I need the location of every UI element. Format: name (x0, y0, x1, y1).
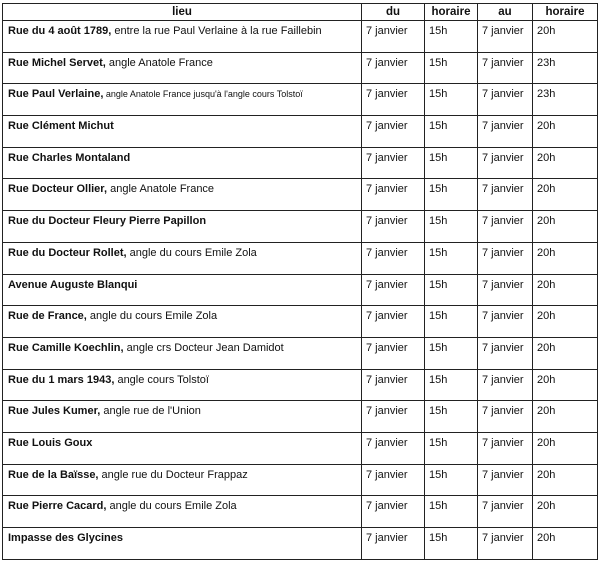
table-row (3, 306, 598, 338)
cell-horaire-start-value: 15h (429, 436, 448, 449)
cell-au (478, 337, 533, 369)
cell-du (362, 274, 425, 306)
street-detail: angle rue de l'Union (100, 405, 201, 418)
header-lieu: lieu (3, 4, 362, 21)
cell-lieu (3, 528, 362, 560)
cell-horaire-start (425, 179, 478, 211)
cell-horaire-start-value: 15h (429, 341, 448, 354)
table-row (3, 369, 598, 401)
cell-au (478, 147, 533, 179)
cell-au (478, 496, 533, 528)
cell-horaire-end (533, 84, 598, 116)
cell-horaire-start-value: 15h (429, 373, 448, 386)
cell-du (362, 211, 425, 243)
cell-horaire-start-value: 15h (429, 151, 448, 164)
street-name: Rue de la Baïsse, (8, 468, 99, 481)
cell-horaire-end (533, 401, 598, 433)
table-row (3, 464, 598, 496)
cell-du-value: 7 janvier (366, 373, 408, 386)
cell-horaire-end (533, 211, 598, 243)
cell-horaire-end-value: 20h (537, 183, 556, 196)
cell-lieu (3, 401, 362, 433)
cell-horaire-start (425, 116, 478, 148)
cell-du (362, 147, 425, 179)
cell-au-value: 7 janvier (482, 25, 524, 37)
cell-horaire-end-value: 20h (537, 25, 556, 37)
cell-au (478, 179, 533, 211)
cell-horaire-start-value: 15h (429, 468, 448, 481)
street-name: Rue Paul Verlaine, (8, 88, 104, 101)
cell-au-value: 7 janvier (482, 88, 524, 101)
street-name: Rue du 1 mars 1943, (8, 373, 115, 386)
cell-horaire-end (533, 179, 598, 211)
cell-horaire-end (533, 306, 598, 338)
cell-au-value: 7 janvier (482, 532, 524, 544)
cell-du-value: 7 janvier (366, 278, 408, 291)
cell-au (478, 21, 533, 53)
cell-du-value: 7 janvier (366, 246, 408, 259)
cell-lieu (3, 306, 362, 338)
cell-du-value: 7 janvier (366, 183, 408, 196)
cell-du-value: 7 janvier (366, 120, 408, 133)
street-detail: angle du cours Emile Zola (106, 500, 237, 513)
street-name: Rue Michel Servet, (8, 56, 106, 69)
cell-horaire-end (533, 274, 598, 306)
cell-horaire-end-value: 20h (537, 500, 556, 513)
cell-horaire-end (533, 147, 598, 179)
cell-lieu (3, 242, 362, 274)
cell-du-value: 7 janvier (366, 25, 408, 37)
street-name: Rue du Docteur Rollet, (8, 246, 127, 259)
street-detail: angle du cours Emile Zola (126, 246, 257, 259)
table-row (3, 401, 598, 433)
table-row (3, 21, 598, 53)
table-row (3, 84, 598, 116)
cell-au-value: 7 janvier (482, 405, 524, 418)
table-row (3, 337, 598, 369)
header-au: au (478, 4, 533, 21)
cell-lieu (3, 464, 362, 496)
cell-horaire-end (533, 21, 598, 53)
cell-horaire-end (533, 242, 598, 274)
street-name: Rue Clément Michut (8, 120, 114, 133)
table-row (3, 274, 598, 306)
cell-horaire-start-value: 15h (429, 532, 448, 544)
cell-au (478, 211, 533, 243)
cell-du (362, 84, 425, 116)
cell-du-value: 7 janvier (366, 341, 408, 354)
street-detail: angle crs Docteur Jean Damidot (123, 341, 284, 354)
street-detail: angle Anatole France (105, 56, 213, 69)
cell-horaire-end-value: 20h (537, 246, 556, 259)
cell-horaire-end-value: 20h (537, 120, 556, 133)
cell-lieu (3, 84, 362, 116)
street-name: Rue Charles Montaland (8, 151, 131, 164)
cell-horaire-start (425, 337, 478, 369)
cell-horaire-end-value: 20h (537, 151, 556, 164)
cell-du (362, 337, 425, 369)
cell-lieu (3, 21, 362, 53)
cell-horaire-start (425, 21, 478, 53)
cell-lieu (3, 496, 362, 528)
street-name: Rue du Docteur Fleury Pierre Papillon (8, 215, 207, 228)
cell-horaire-start-value: 15h (429, 278, 448, 291)
cell-horaire-end-value: 20h (537, 532, 556, 544)
cell-au-value: 7 janvier (482, 310, 524, 323)
cell-lieu (3, 179, 362, 211)
cell-du (362, 464, 425, 496)
street-name: Rue Jules Kumer, (8, 405, 101, 418)
street-name: Impasse des Glycines (8, 532, 123, 544)
cell-du-value: 7 janvier (366, 468, 408, 481)
cell-du (362, 306, 425, 338)
street-detail: angle du cours Emile Zola (86, 310, 218, 323)
cell-du (362, 116, 425, 148)
cell-au-value: 7 janvier (482, 500, 524, 513)
cell-horaire-end (533, 464, 598, 496)
cell-du-value: 7 janvier (366, 500, 408, 513)
header-du: du (362, 4, 425, 21)
cell-au-value: 7 janvier (482, 341, 524, 354)
cell-au-value: 7 janvier (482, 373, 524, 386)
cell-au-value: 7 janvier (482, 436, 524, 449)
table-row (3, 242, 598, 274)
table-body (3, 21, 598, 560)
cell-au (478, 432, 533, 464)
cell-au (478, 116, 533, 148)
cell-au (478, 84, 533, 116)
cell-lieu (3, 432, 362, 464)
cell-horaire-start-value: 15h (429, 56, 448, 69)
cell-du (362, 528, 425, 560)
cell-horaire-start-value: 15h (429, 246, 448, 259)
header-horaire-end: horaire (533, 4, 598, 21)
cell-horaire-end-value: 20h (537, 310, 556, 323)
cell-lieu (3, 369, 362, 401)
cell-horaire-end (533, 52, 598, 84)
cell-horaire-end (533, 432, 598, 464)
cell-au (478, 52, 533, 84)
cell-horaire-end (533, 528, 598, 560)
table-row (3, 528, 598, 560)
cell-horaire-start-value: 15h (429, 215, 448, 228)
cell-horaire-start (425, 84, 478, 116)
cell-horaire-end-value: 20h (537, 278, 556, 291)
closure-table (2, 3, 598, 560)
cell-du-value: 7 janvier (366, 151, 408, 164)
cell-horaire-start (425, 369, 478, 401)
cell-horaire-end-value: 20h (537, 341, 556, 354)
cell-horaire-start (425, 528, 478, 560)
street-detail: angle Anatole France jusqu'à l'angle cours Tolstoï (103, 89, 303, 100)
cell-du (362, 52, 425, 84)
table-row (3, 211, 598, 243)
cell-horaire-start-value: 15h (429, 88, 448, 101)
street-name: Avenue Auguste Blanqui (8, 278, 138, 291)
cell-du-value: 7 janvier (366, 405, 408, 418)
cell-horaire-start (425, 211, 478, 243)
street-name: Rue de France, (8, 310, 87, 323)
street-name: Rue du 4 août 1789, (8, 25, 112, 37)
cell-du (362, 401, 425, 433)
cell-horaire-end-value: 20h (537, 405, 556, 418)
cell-au (478, 242, 533, 274)
street-name: Rue Pierre Cacard, (8, 500, 107, 513)
cell-du-value: 7 janvier (366, 56, 408, 69)
cell-horaire-end-value: 23h (537, 56, 556, 69)
cell-horaire-start-value: 15h (429, 500, 448, 513)
table-row (3, 52, 598, 84)
cell-horaire-end-value: 20h (537, 373, 556, 386)
street-detail: entre la rue Paul Verlaine à la rue Faillebin (111, 25, 322, 37)
cell-horaire-start (425, 147, 478, 179)
cell-horaire-start (425, 242, 478, 274)
cell-du-value: 7 janvier (366, 215, 408, 228)
street-name: Rue Louis Goux (8, 436, 93, 449)
street-detail: angle cours Tolstoï (114, 373, 209, 386)
table-row (3, 432, 598, 464)
cell-au-value: 7 janvier (482, 246, 524, 259)
cell-horaire-end (533, 369, 598, 401)
cell-horaire-start-value: 15h (429, 120, 448, 133)
cell-lieu (3, 147, 362, 179)
cell-du (362, 21, 425, 53)
cell-horaire-end (533, 337, 598, 369)
street-name: Rue Docteur Ollier, (8, 183, 108, 196)
cell-horaire-start (425, 52, 478, 84)
cell-horaire-end (533, 496, 598, 528)
cell-au-value: 7 janvier (482, 468, 524, 481)
cell-au-value: 7 janvier (482, 56, 524, 69)
cell-au (478, 274, 533, 306)
cell-du (362, 432, 425, 464)
cell-horaire-start-value: 15h (429, 310, 448, 323)
cell-du (362, 496, 425, 528)
cell-horaire-start-value: 15h (429, 405, 448, 418)
cell-lieu (3, 52, 362, 84)
cell-horaire-end-value: 20h (537, 468, 556, 481)
cell-au-value: 7 janvier (482, 183, 524, 196)
table-row (3, 179, 598, 211)
cell-du (362, 369, 425, 401)
cell-du-value: 7 janvier (366, 532, 408, 544)
cell-au (478, 528, 533, 560)
cell-au (478, 306, 533, 338)
cell-horaire-start-value: 15h (429, 183, 448, 196)
table-row (3, 147, 598, 179)
cell-du-value: 7 janvier (366, 436, 408, 449)
cell-lieu (3, 274, 362, 306)
cell-horaire-start (425, 496, 478, 528)
cell-au-value: 7 janvier (482, 278, 524, 291)
cell-lieu (3, 116, 362, 148)
cell-du-value: 7 janvier (366, 88, 408, 101)
cell-horaire-end (533, 116, 598, 148)
cell-horaire-start (425, 432, 478, 464)
cell-lieu (3, 211, 362, 243)
cell-horaire-start (425, 306, 478, 338)
cell-au-value: 7 janvier (482, 120, 524, 133)
street-name: Rue Camille Koechlin, (8, 341, 124, 354)
cell-au (478, 464, 533, 496)
cell-horaire-start-value: 15h (429, 25, 448, 37)
cell-du-value: 7 janvier (366, 310, 408, 323)
cell-horaire-start (425, 401, 478, 433)
street-detail: angle Anatole France (107, 183, 215, 196)
cell-au-value: 7 janvier (482, 215, 524, 228)
cell-horaire-end-value: 23h (537, 88, 556, 101)
cell-du (362, 179, 425, 211)
cell-horaire-start (425, 274, 478, 306)
street-detail: angle rue du Docteur Frappaz (98, 468, 248, 481)
cell-horaire-end-value: 20h (537, 215, 556, 228)
cell-horaire-start (425, 464, 478, 496)
cell-du (362, 242, 425, 274)
cell-au (478, 369, 533, 401)
cell-au (478, 401, 533, 433)
table-header-row (3, 4, 598, 21)
table-row (3, 116, 598, 148)
cell-lieu (3, 337, 362, 369)
table-row (3, 496, 598, 528)
cell-horaire-end-value: 20h (537, 436, 556, 449)
header-horaire-start: horaire (425, 4, 478, 21)
cell-au-value: 7 janvier (482, 151, 524, 164)
